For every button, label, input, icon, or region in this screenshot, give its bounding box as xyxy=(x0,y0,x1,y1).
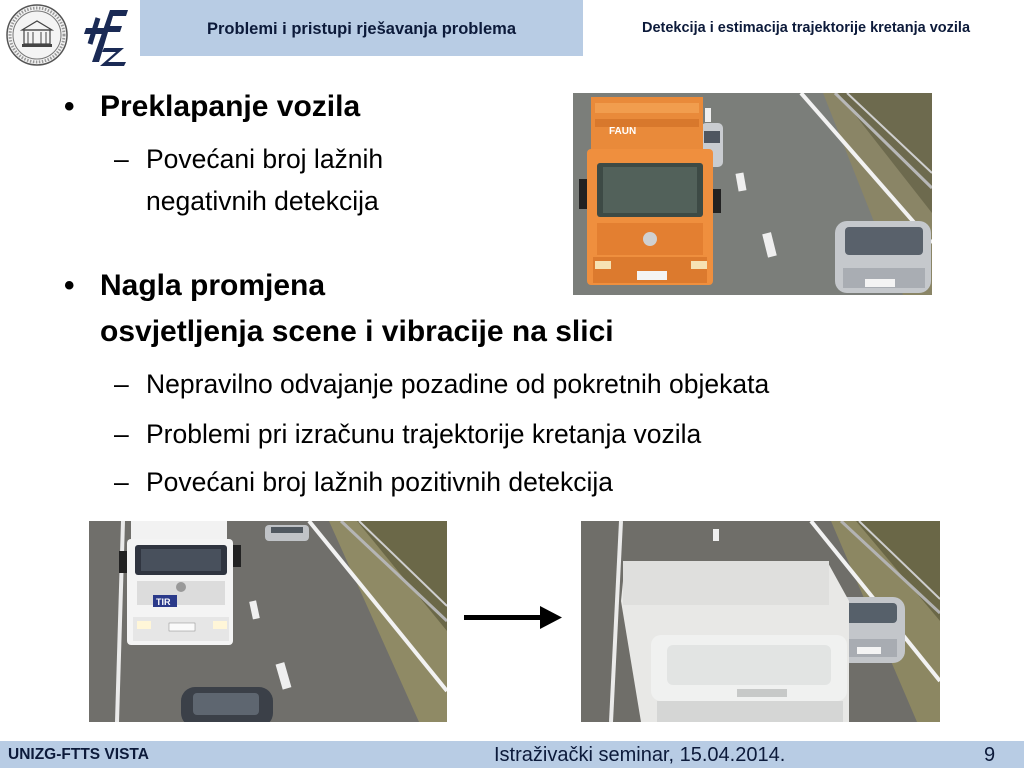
bullet-lighting-change-line1: Nagla promjena xyxy=(100,269,326,302)
photo-scene-before xyxy=(89,521,447,722)
sub-bullet-trajectory-problems: Problemi pri izračunu trajektorije kretanja vozila xyxy=(146,419,702,449)
section-title: Problemi i pristupi rješavanja problema xyxy=(140,0,583,56)
truck-brand-text: FAUN xyxy=(609,126,637,137)
bullet-lighting-change-line2: osvjetljenja scene i vibracije na slici xyxy=(100,315,614,348)
bullet-symbol: • xyxy=(64,269,75,302)
bullet-symbol: • xyxy=(64,90,75,123)
photo-overlapping-vehicles xyxy=(573,93,932,295)
presentation-subtitle: Detekcija i estimacija trajektorije kretanja vozila xyxy=(641,20,971,36)
sub-bullet-false-negatives-line2: negativnih detekcija xyxy=(146,186,379,216)
sub-bullet-symbol: – xyxy=(114,419,129,449)
fpz-logo-icon xyxy=(80,8,132,66)
footer-bar xyxy=(0,741,1024,768)
sub-bullet-false-negatives-line1: Povećani broj lažnih xyxy=(146,144,384,174)
sub-bullet-symbol: – xyxy=(114,467,129,497)
sub-bullet-false-positives: Povećani broj lažnih pozitivnih detekcija xyxy=(146,467,613,497)
sub-bullet-background-separation: Nepravilno odvajanje pozadine od pokretnih objekata xyxy=(146,369,770,399)
transition-arrow-icon xyxy=(462,602,564,634)
bullet-overlap-vehicles: Preklapanje vozila xyxy=(100,90,361,123)
sub-bullet-symbol: – xyxy=(114,369,129,399)
photo-scene-after xyxy=(581,521,940,722)
footer-organization: UNIZG-FTTS VISTA xyxy=(8,746,149,763)
page-number: 9 xyxy=(984,744,996,766)
truck-tir-text: TIR xyxy=(156,597,171,607)
sub-bullet-symbol: – xyxy=(114,144,129,174)
university-seal-icon xyxy=(6,4,68,66)
footer-event-date: Istraživački seminar, 15.04.2014. xyxy=(494,744,786,766)
